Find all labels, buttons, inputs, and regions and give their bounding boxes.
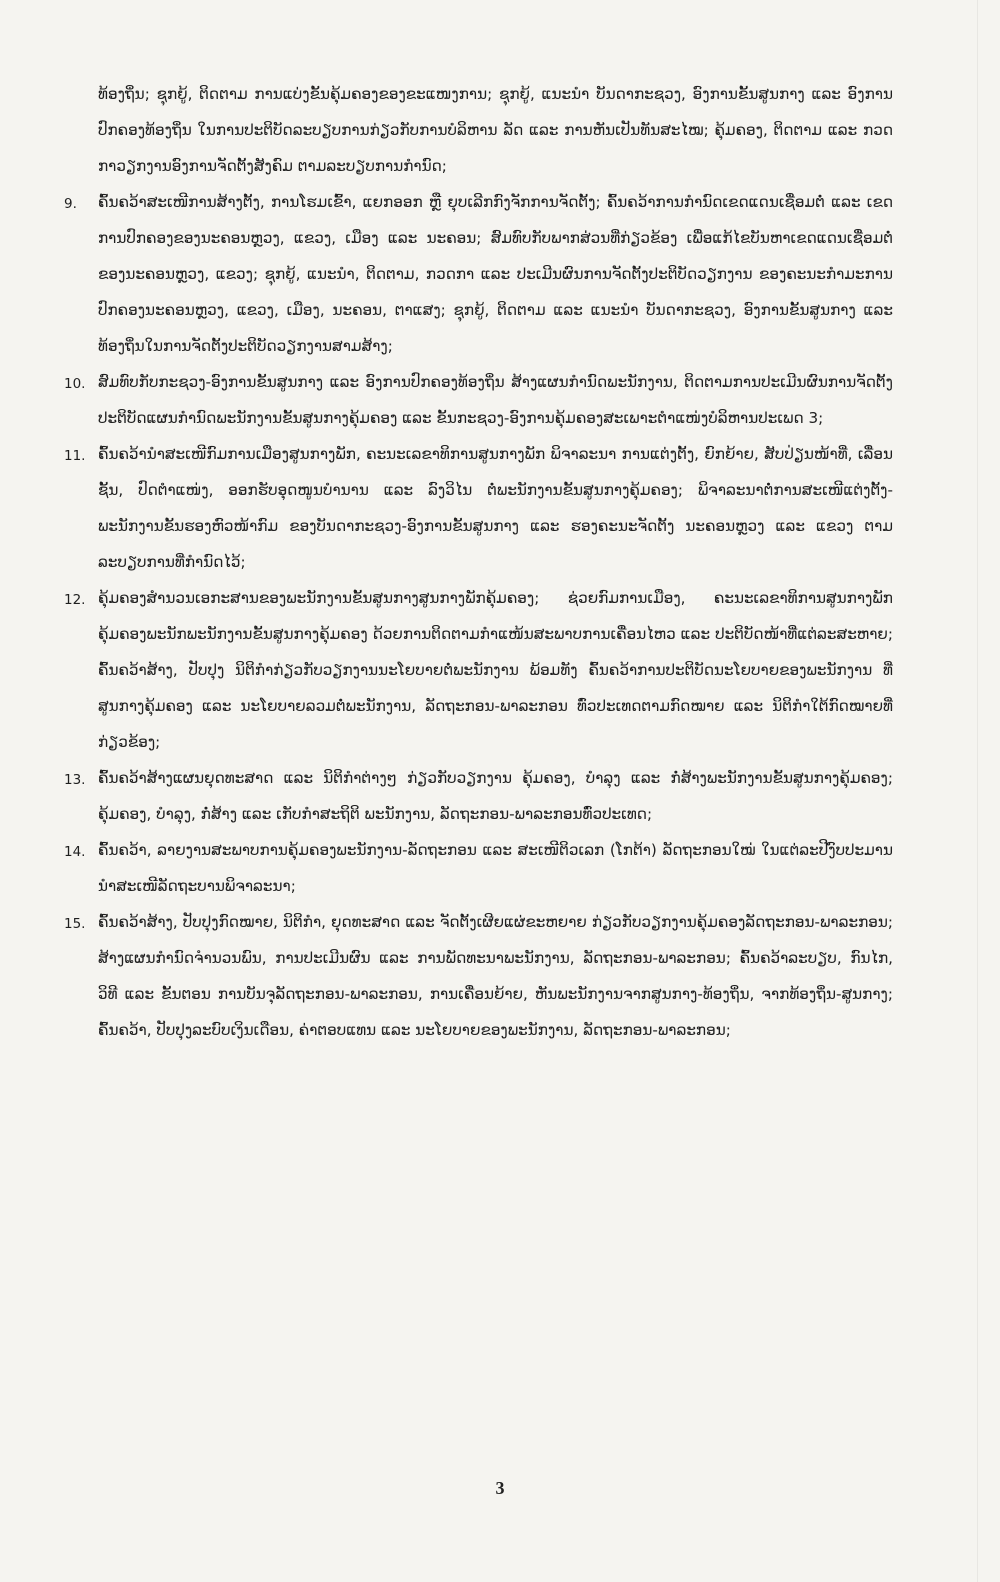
list-item: [64, 832, 893, 904]
item-number: 13.: [64, 772, 86, 788]
item-text: ຄົ້ນຄວ້າສ້າງແຜນຍຸດທະສາດ ແລະ ນິຕິກຳຕ່າງໆ ກ່ຽວກັບວຽກງານ ຄຸ້ມຄອງ, ບຳລຸງ ແລະ ກໍ່ສ້າງພະນັກງານຂັ້ນສູນກາງຄຸ້ມຄອງ; ຄຸ້ມຄອງ, ບຳລຸງ, ກໍ່ສ້າງ ແລະ ເກັບກຳສະຖິຕິ ພະນັກງານ, ລັດຖະກອນ-ພາລະກອນທົ່ວປະເທດ;: [98, 769, 893, 823]
item-text: ຄຸ້ມຄອງສຳນວນເອກະສານຂອງພະນັກງານຂັ້ນສູນກາງສູນກາງພັກຄຸ້ມຄອງ; ຊ່ວຍກົມການເມືອງ, ຄະນະເລຂາທິການສູນກາງພັກ ຄຸ້ມຄອງພະນັກພະນັກງານຂັ້ນສູນກາງຄຸ້ມຄອງ ດ້ວຍການຕິດຕາມກຳແໜ້ນສະພາບການເຄື່ອນໄຫວ ແລະ ປະຕິບັດໜ້າທີ່ແຕ່ລະສະຫາຍ; ຄົ້ນຄວ້າສ້າງ, ປັບປຸງ ນິຕິກຳກ່ຽວກັບວຽກງານນະໂຍບາຍຕໍ່ພະນັກງານ ພ້ອມທັງ ຄົ້ນຄວ້າການປະຕິບັດນະໂຍບາຍຂອງພະນັກງານ ທີ່ສູນກາງຄຸ້ມຄອງ ແລະ ນະໂຍບາຍລວມຕໍ່ພະນັກງານ, ລັດຖະກອນ-ພາລະກອນ ທົ່ວປະເທດຕາມກົດໝາຍ ແລະ ນິຕິກຳໃຕ້ກົດໝາຍທີ່ກ່ຽວຂ້ອງ;: [98, 589, 893, 751]
intro-paragraph: ທ້ອງຖິ່ນ; ຊຸກຍູ້, ຕິດຕາມ ການແບ່ງຂັ້ນຄຸ້ມຄອງຂອງຂະແໜງການ; ຊຸກຍູ້, ແນະນຳ ບັນດາກະຊວງ, ອົງການຂັ້ນສູນກາງ ແລະ ອົງການປົກຄອງທ້ອງຖິ່ນ ໃນການປະຕິບັດລະບຽບການກ່ຽວກັບການບໍລິຫານ ລັດ ແລະ ການຫັນເປັນທັນສະໄໝ; ຄຸ້ມຄອງ, ຕິດຕາມ ແລະ ກວດກາວຽກງານອົງການຈັດຕັ້ງສັງຄົມ ຕາມລະບຽບການກຳນົດ;: [98, 85, 893, 175]
list-item: [64, 184, 893, 364]
item-number: 12.: [64, 592, 86, 608]
item-text: ຄົ້ນຄວ້າ, ລາຍງານສະພາບການຄຸ້ມຄອງພະນັກງານ-ລັດຖະກອນ ແລະ ສະເໜີຕິວເລກ (ໂກຕ້າ) ລັດຖະກອນໃໝ່ ໃນແຕ່ລະປີງົບປະມານ ນຳສະເໜີລັດຖະບານພິຈາລະນາ;: [98, 841, 893, 895]
item-number: 10.: [64, 376, 86, 392]
list-item: [64, 436, 893, 580]
item-number: 9.: [64, 196, 77, 212]
item-number: 15.: [64, 916, 86, 932]
item-text: ສົມທົບກັບກະຊວງ-ອົງການຂັ້ນສູນກາງ ແລະ ອົງການປົກຄອງທ້ອງຖິ່ນ ສ້າງແຜນກຳນົດພະນັກງານ, ຕິດຕາມການປະເມີນຜົນການຈັດຕັ້ງປະຕິບັດແຜນກຳນົດພະນັກງານຂັ້ນສູນກາງຄຸ້ມຄອງ ແລະ ຂັ້ນກະຊວງ-ອົງການຄຸ້ມຄອງສະເພາະຕຳແໜ່ງບໍລິຫານປະເພດ 3;: [98, 373, 893, 427]
page-edge-shadow: [977, 0, 978, 1582]
item-text: ຄົ້ນຄວ້າສະເໜີການສ້າງຕັ້ງ, ການໂຮມເຂົ້າ, ແຍກອອກ ຫຼື ຍຸບເລີກກົງຈັກການຈັດຕັ້ງ; ຄົ້ນຄວ້າການກຳນົດເຂດແດນເຊື່ອມຕໍ່ ແລະ ເຂດການປົກຄອງຂອງນະຄອນຫຼວງ, ແຂວງ, ເມືອງ ແລະ ນະຄອນ; ສົມທົບກັບພາກສ່ວນທີ່ກ່ຽວຂ້ອງ ເພື່ອແກ້ໄຂບັນຫາເຂດແດນເຊື່ອມຕໍ່ ຂອງນະຄອນຫຼວງ, ແຂວງ; ຊຸກຍູ້, ແນະນຳ, ຕິດຕາມ, ກວດກາ ແລະ ປະເມີນຜົນການຈັດຕັ້ງປະຕິບັດວຽກງານ ຂອງຄະນະກຳມະການປົກຄອງນະຄອນຫຼວງ, ແຂວງ, ເມືອງ, ນະຄອນ, ຕາແສງ; ຊຸກຍູ້, ຕິດຕາມ ແລະ ແນະນຳ ບັນດາກະຊວງ, ອົງການຂັ້ນສູນກາງ ແລະ ທ້ອງຖິ່ນໃນການຈັດຕັ້ງປະຕິບັດວຽກງານສາມສ້າງ;: [98, 193, 893, 355]
numbered-list: [64, 184, 893, 1048]
list-item: [64, 904, 893, 1048]
page-number: 3: [495, 1478, 505, 1498]
item-text: ຄົ້ນຄວ້ານຳສະເໜີກົມການເມືອງສູນກາງພັກ, ຄະນະເລຂາທິການສູນກາງພັກ ພິຈາລະນາ ການແຕ່ງຕັ້ງ, ຍົກຍ້າຍ, ສັບປ່ຽນໜ້າທີ່, ເລື່ອນຊັ້ນ, ປົດຕຳແໜ່ງ, ອອກຮັບອຸດໜູນບຳນານ ແລະ ລົງວິໄນ ຕໍ່ພະນັກງານຂັ້ນສູນກາງຄຸ້ມຄອງ; ພິຈາລະນາຕໍ່ການສະເໜີແຕ່ງຕັ້ງ- ພະນັກງານຂັ້ນຮອງຫົວໜ້າກົມ ຂອງບັນດາກະຊວງ-ອົງການຂັ້ນສູນກາງ ແລະ ຮອງຄະນະຈັດຕັ້ງ ນະຄອນຫຼວງ ແລະ ແຂວງ ຕາມລະບຽບການທີ່ກຳນົດໄວ້;: [98, 445, 893, 571]
document-body: [64, 76, 893, 1048]
item-text: ຄົ້ນຄວ້າສ້າງ, ປັບປຸງກົດໝາຍ, ນິຕິກຳ, ຍຸດທະສາດ ແລະ ຈັດຕັ້ງເຜີຍແຜ່ຂະຫຍາຍ ກ່ຽວກັບວຽກງານຄຸ້ມຄອງລັດຖະກອນ-ພາລະກອນ; ສ້າງແຜນກຳນົດຈຳນວນພົນ, ການປະເມີນຜົນ ແລະ ການພັດທະນາພະນັກງານ, ລັດຖະກອນ-ພາລະກອນ; ຄົ້ນຄວ້າລະບຽບ, ກົນໄກ, ວິທີ ແລະ ຂັ້ນຕອນ ການບັນຈຸລັດຖະກອນ-ພາລະກອນ, ການເຄື່ອນຍ້າຍ, ຫັນພະນັກງານຈາກສູນກາງ-ທ້ອງຖິ່ນ, ຈາກທ້ອງຖິ່ນ-ສູນກາງ; ຄົ້ນຄວ້າ, ປັບປຸງລະບົບເງິນເດືອນ, ຄ່າຕອບແທນ ແລະ ນະໂຍບາຍຂອງພະນັກງານ, ລັດຖະກອນ-ພາລະກອນ;: [98, 913, 893, 1039]
list-item: [64, 760, 893, 832]
list-item: [64, 364, 893, 436]
item-number: 14.: [64, 844, 86, 860]
list-item: [64, 580, 893, 760]
item-number: 11.: [64, 448, 86, 464]
